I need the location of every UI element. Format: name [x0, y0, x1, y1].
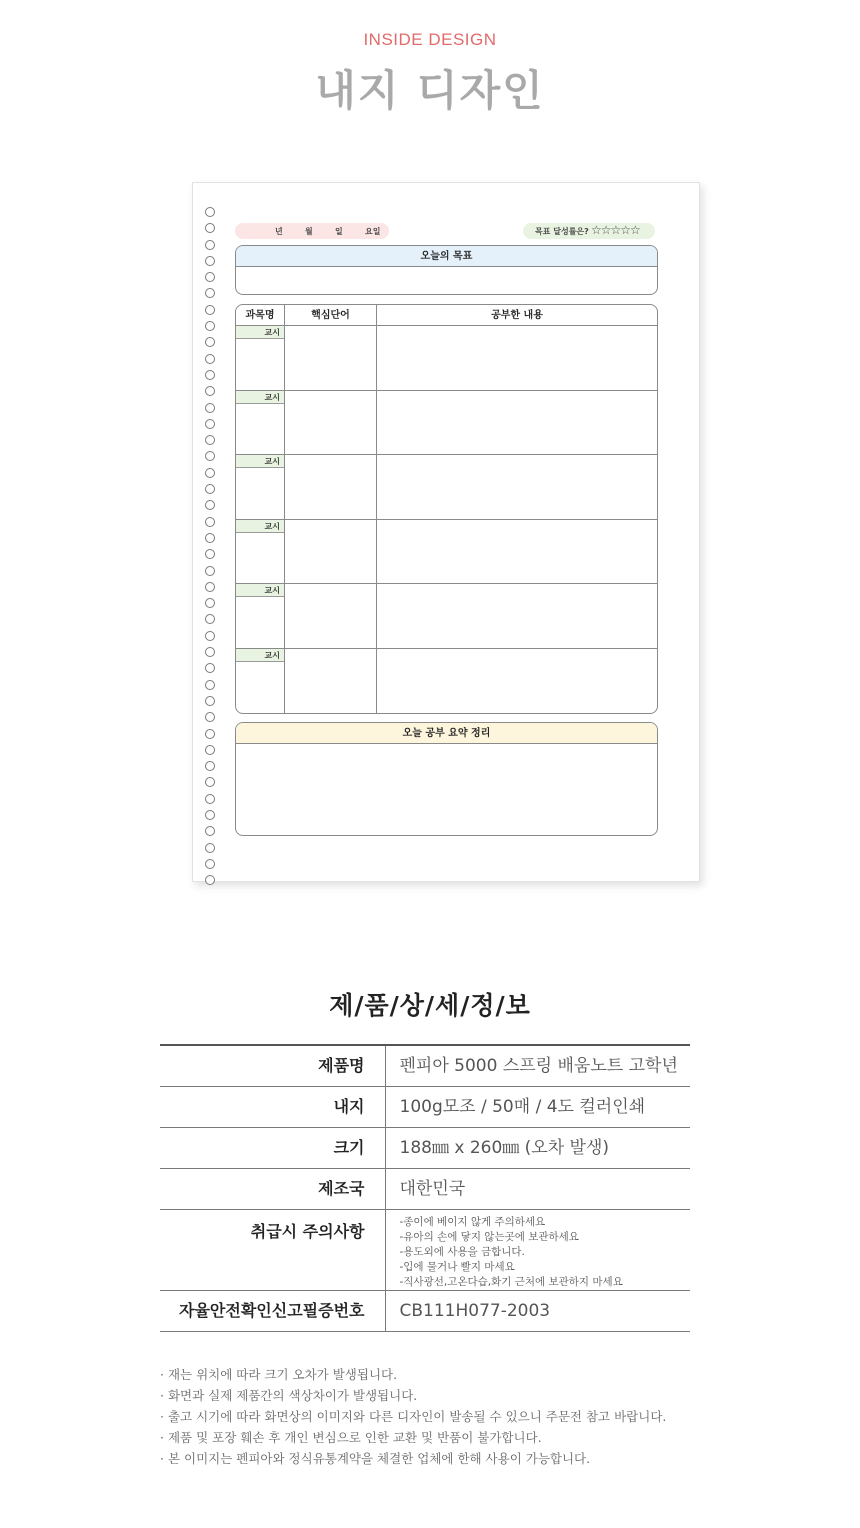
period-label: 교시	[236, 584, 284, 597]
spiral-hole	[205, 240, 215, 250]
cert-value: CB111H077-2003	[385, 1291, 690, 1332]
table-row	[160, 1128, 690, 1169]
period-label: 교시	[236, 391, 284, 404]
notice-item: · 재는 위치에 따라 크기 오차가 발생됩니다.	[160, 1367, 398, 1382]
year-label: 년	[275, 227, 283, 236]
spiral-hole	[205, 419, 215, 429]
spiral-hole	[205, 647, 215, 657]
weekday-label: 요일	[365, 227, 381, 236]
table-row	[236, 326, 657, 391]
spiral-hole	[205, 386, 215, 396]
spiral-hole	[205, 256, 215, 266]
today-goal-box	[235, 245, 658, 295]
day-label: 일	[335, 227, 343, 236]
column-subject: 과목명	[245, 310, 275, 321]
spiral-hole	[205, 614, 215, 624]
notice-list	[160, 1364, 666, 1469]
spiral-hole	[205, 843, 215, 853]
spiral-hole	[205, 451, 215, 461]
spiral-hole	[205, 517, 215, 527]
spiral-hole	[205, 631, 215, 641]
product-info-table	[160, 1044, 690, 1332]
spiral-hole	[205, 566, 215, 576]
spiral-hole	[205, 321, 215, 331]
product-info-title: 제/품/상/세/정/보	[329, 991, 531, 1020]
spiral-hole	[205, 484, 215, 494]
table-row	[236, 584, 657, 649]
spiral-hole	[205, 826, 215, 836]
spiral-hole	[205, 745, 215, 755]
care-item: -유아의 손에 닿지 않는곳에 보관하세요	[399, 1231, 579, 1243]
spiral-hole	[205, 272, 215, 282]
care-value	[385, 1210, 690, 1291]
table-row	[160, 1291, 690, 1332]
notice-item: · 제품 및 포장 훼손 후 개인 변심으로 인한 교환 및 반품이 불가합니다.	[160, 1430, 542, 1445]
care-item: -직사광선,고온다습,화기 근처에 보관하지 마세요	[399, 1276, 623, 1288]
spiral-hole	[205, 875, 215, 885]
column-keyword: 핵심단어	[311, 310, 350, 321]
spiral-hole	[205, 468, 215, 478]
column-content: 공부한 내용	[491, 310, 543, 321]
cert-key: 자율안전확인신고필증번호	[160, 1291, 385, 1332]
spiral-hole	[205, 810, 215, 820]
spiral-hole	[205, 207, 215, 217]
info-key: 크기	[160, 1128, 385, 1169]
column-divider	[376, 305, 377, 713]
study-rows	[236, 326, 657, 713]
summary-box	[235, 722, 658, 836]
spiral-hole	[205, 337, 215, 347]
table-row	[160, 1169, 690, 1210]
spiral-hole	[205, 794, 215, 804]
spiral-hole	[205, 500, 215, 510]
study-table-header	[236, 305, 657, 326]
period-label: 교시	[236, 455, 284, 468]
spiral-hole	[205, 549, 215, 559]
study-table	[235, 304, 658, 714]
spiral-hole	[205, 663, 215, 673]
care-list	[400, 1210, 691, 1290]
spiral-hole	[205, 729, 215, 739]
table-row	[160, 1045, 690, 1087]
spiral-hole	[205, 582, 215, 592]
spiral-hole	[205, 223, 215, 233]
section-subtitle: INSIDE DESIGN	[363, 30, 497, 49]
spiral-holes	[205, 207, 217, 891]
goal-rating-label: 목표 달성률은?	[535, 227, 589, 236]
spiral-hole	[205, 533, 215, 543]
spiral-hole	[205, 435, 215, 445]
period-label: 교시	[236, 649, 284, 662]
table-row	[160, 1210, 690, 1291]
info-key: 내지	[160, 1087, 385, 1128]
spiral-hole	[205, 370, 215, 380]
care-item: -입에 물거나 빨지 마세요	[399, 1261, 515, 1273]
notebook-page-preview	[192, 182, 700, 882]
notice-item: · 화면과 실제 제품간의 색상차이가 발생됩니다.	[160, 1388, 418, 1403]
spiral-hole	[205, 354, 215, 364]
period-label: 교시	[236, 520, 284, 533]
column-divider	[284, 305, 285, 713]
spiral-hole	[205, 859, 215, 869]
date-field	[235, 223, 389, 239]
table-row	[236, 391, 657, 456]
table-row	[236, 455, 657, 520]
info-key: 제조국	[160, 1169, 385, 1210]
spiral-hole	[205, 712, 215, 722]
table-row	[236, 649, 657, 714]
care-item: -용도외에 사용을 금합니다.	[399, 1246, 525, 1258]
table-row	[236, 520, 657, 585]
spiral-hole	[205, 598, 215, 608]
info-value: 100g모조 / 50매 / 4도 컬러인쇄	[385, 1087, 690, 1128]
table-row	[160, 1087, 690, 1128]
spiral-hole	[205, 777, 215, 787]
spiral-hole	[205, 761, 215, 771]
month-label: 월	[305, 227, 313, 236]
summary-title: 오늘 공부 요약 정리	[236, 723, 657, 744]
section-title: 내지 디자인	[315, 66, 545, 115]
goal-rating	[523, 223, 655, 239]
care-key: 취급시 주의사항	[160, 1210, 385, 1291]
care-item: -종이에 베이지 않게 주의하세요	[399, 1216, 546, 1228]
info-value: 188㎜ x 260㎜ (오차 발생)	[385, 1128, 690, 1169]
today-goal-title: 오늘의 목표	[236, 246, 657, 267]
info-key: 제품명	[160, 1045, 385, 1087]
spiral-hole	[205, 680, 215, 690]
spiral-hole	[205, 403, 215, 413]
info-value: 대한민국	[385, 1169, 690, 1210]
spiral-hole	[205, 288, 215, 298]
star-rating-icons: ☆☆☆☆☆	[591, 223, 640, 237]
notice-item: · 출고 시기에 따라 화면상의 이미지와 다른 디자인이 발송될 수 있으니 주문전 참고 바랍니다.	[160, 1409, 667, 1424]
period-label: 교시	[236, 326, 284, 339]
spiral-hole	[205, 305, 215, 315]
spiral-hole	[205, 696, 215, 706]
notice-item: · 본 이미지는 펜피아와 정식유통계약을 체결한 업체에 한해 사용이 가능합니다.	[160, 1451, 591, 1466]
info-value: 펜피아 5000 스프링 배움노트 고학년	[385, 1045, 690, 1087]
